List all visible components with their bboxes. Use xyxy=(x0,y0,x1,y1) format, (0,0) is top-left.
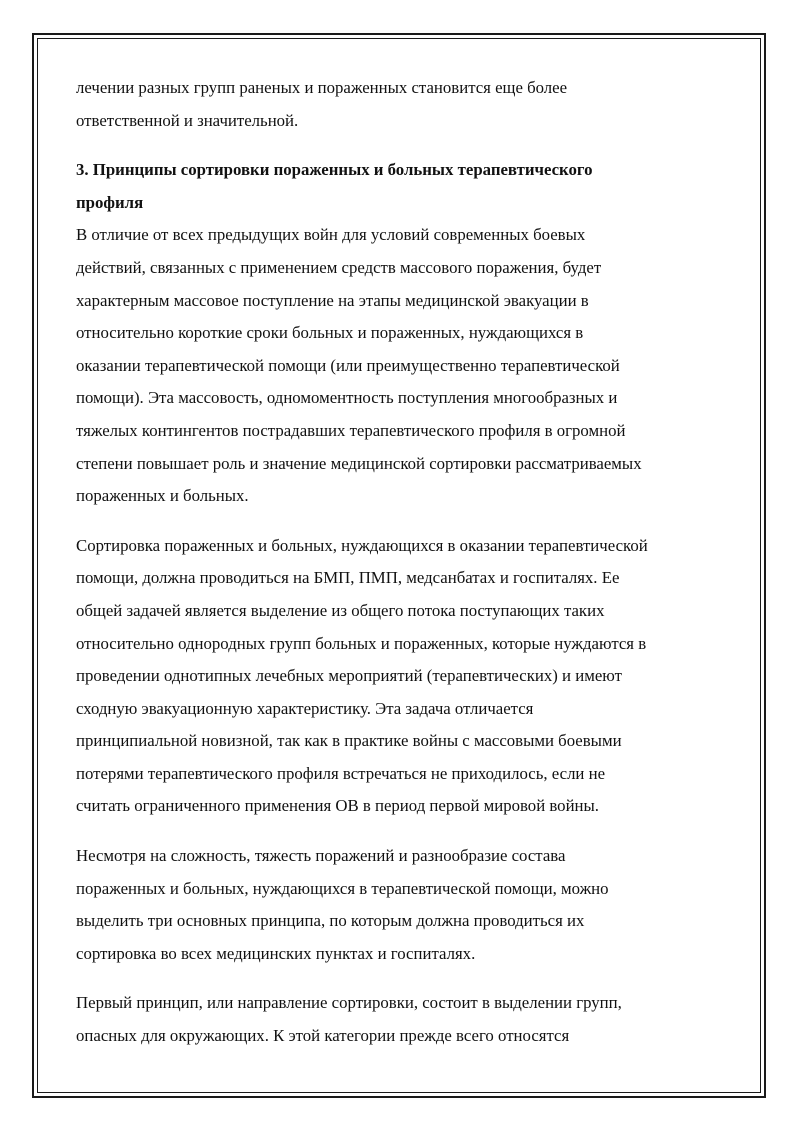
text-line: сортировка во всех медицинских пунктах и госпиталях. xyxy=(76,943,476,963)
text-line: Первый принцип, или направление сортировки, состоит в выделении групп, xyxy=(76,993,622,1013)
paragraph-4 xyxy=(76,987,736,1052)
text-line: общей задачей является выделение из общего потока поступающих таких xyxy=(76,600,605,620)
text-line: сходную эвакуационную характеристику. Эта задача отличается xyxy=(76,698,534,718)
text-line: характерным массовое поступление на этапы медицинской эвакуации в xyxy=(76,290,589,310)
text-line: помощи). Эта массовость, одномоментность поступления многообразных и xyxy=(76,388,618,408)
text-line: опасных для окружающих. К этой категории прежде всего относятся xyxy=(76,1026,570,1046)
text-line: пораженных и больных. xyxy=(76,486,249,506)
text-line: В отличие от всех предыдущих войн для условий современных боевых xyxy=(76,225,586,245)
text-line: Сортировка пораженных и больных, нуждающихся в оказании терапевтической xyxy=(76,535,648,555)
text-line: степени повышает роль и значение медицинской сортировки рассматриваемых xyxy=(76,453,642,473)
paragraph-2 xyxy=(76,530,736,823)
text-line: относительно короткие сроки больных и пораженных, нуждающихся в xyxy=(76,323,584,343)
heading-line: 3. Принципы сортировки пораженных и больных терапевтического xyxy=(76,160,593,180)
section-heading xyxy=(76,154,736,219)
text-line: проведении однотипных лечебных мероприятий (терапевтических) и имеют xyxy=(76,666,622,686)
text-line: ответственной и значительной. xyxy=(76,110,299,130)
text-line: потерями терапевтического профиля встречаться не приходилось, если не xyxy=(76,763,606,783)
paragraph-3 xyxy=(76,840,736,970)
document-body xyxy=(76,72,736,1070)
intro-paragraph xyxy=(76,72,736,137)
text-line: оказании терапевтической помощи (или преимущественно терапевтической xyxy=(76,355,620,375)
text-line: помощи, должна проводиться на БМП, ПМП, медсанбатах и госпиталях. Ее xyxy=(76,568,620,588)
heading-line: профиля xyxy=(76,192,144,212)
text-line: относительно однородных групп больных и пораженных, которые нуждаются в xyxy=(76,633,647,653)
text-line: выделить три основных принципа, по которым должна проводиться их xyxy=(76,911,585,931)
text-line: тяжелых контингентов пострадавших терапевтического профиля в огромной xyxy=(76,420,626,440)
paragraph-1 xyxy=(76,219,736,512)
text-line: считать ограниченного применения ОВ в период первой мировой войны. xyxy=(76,796,600,816)
text-line: лечении разных групп раненых и пораженных становится еще более xyxy=(76,78,568,97)
text-line: принципиальной новизной, так как в практике войны с массовыми боевыми xyxy=(76,731,622,751)
text-line: пораженных и больных, нуждающихся в терапевтической помощи, можно xyxy=(76,878,609,898)
text-line: действий, связанных с применением средств массового поражения, будет xyxy=(76,257,602,277)
text-line: Несмотря на сложность, тяжесть поражений и разнообразие состава xyxy=(76,846,566,866)
